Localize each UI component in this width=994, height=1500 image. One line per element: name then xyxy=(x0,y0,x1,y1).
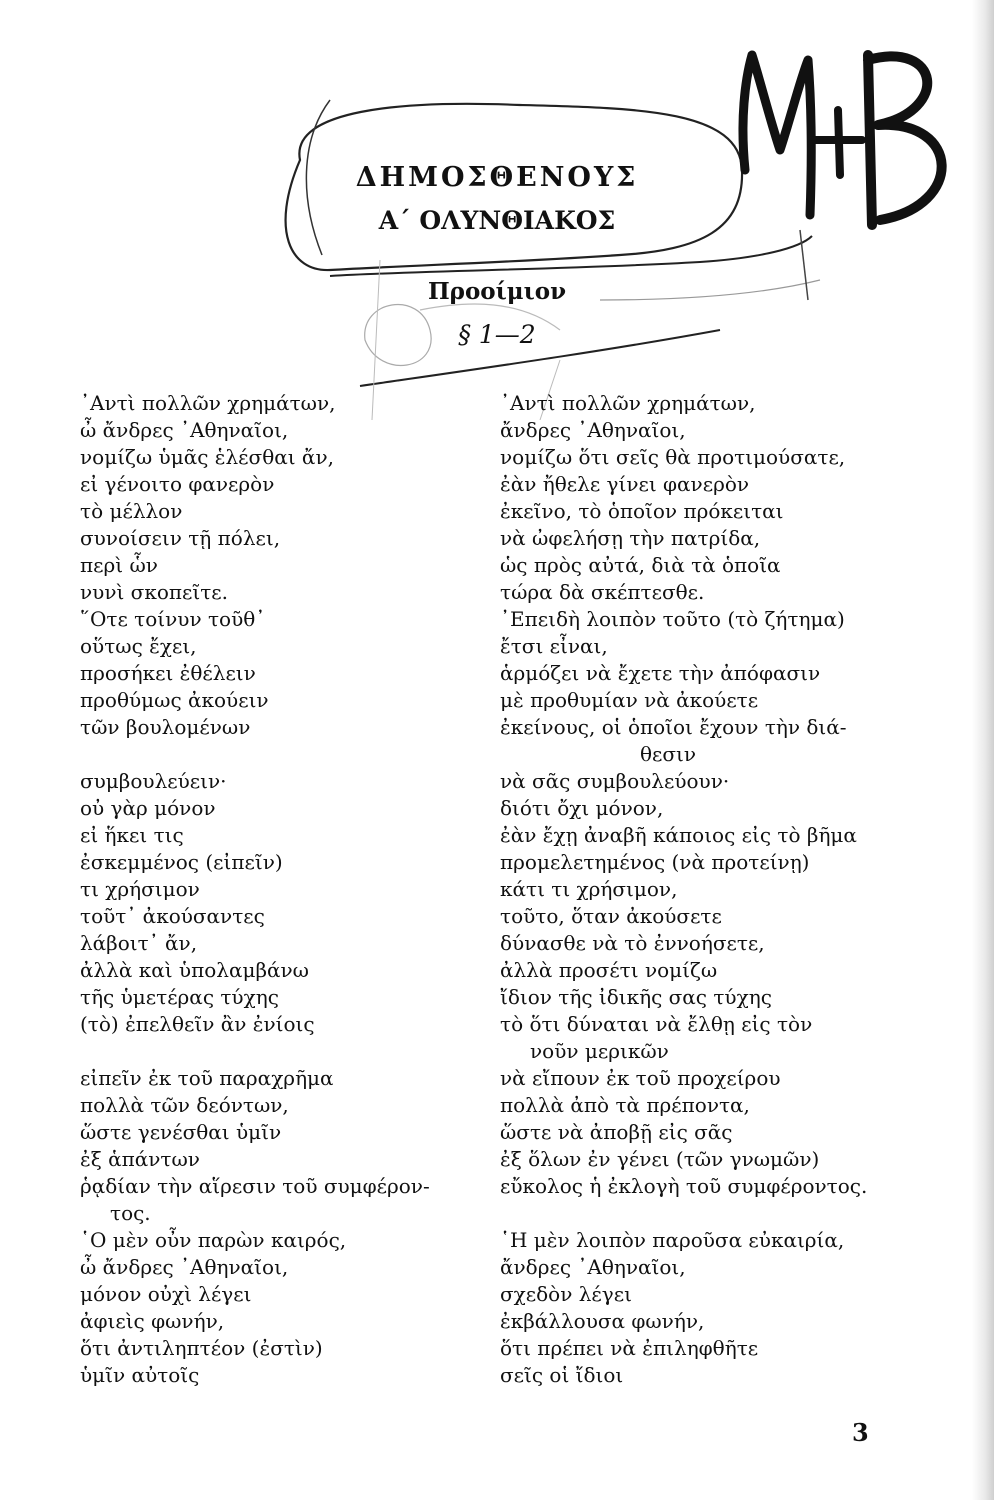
text-line: ἴδιον τῆς ἰδικῆς σας τύχης xyxy=(500,985,772,1009)
text-line: ἄνδρες ᾿Αθηναῖοι, xyxy=(500,1255,686,1279)
text-line: μὲ προθυμίαν νὰ ἀκούετε xyxy=(500,688,759,712)
page-number: 3 xyxy=(852,1418,869,1447)
text-line: ὡς πρὸς αὐτά, διὰ τὰ ὁποῖα xyxy=(500,553,781,577)
text-line: νοῦν μερικῶν xyxy=(530,1039,669,1063)
text-line: ἐσκεμμένος (εἰπεῖν) xyxy=(80,850,283,874)
text-line: νὰ σᾶς συμβουλεύουν· xyxy=(500,769,730,793)
text-line: εἰπεῖν ἐκ τοῦ παραχρῆμα xyxy=(80,1066,334,1090)
text-line: ἐξ ὅλων ἐν γένει (τῶν γνωμῶν) xyxy=(500,1147,820,1171)
text-line: τι χρήσιμον xyxy=(80,877,200,901)
text-line: εἰ γένοιτο φανερὸν xyxy=(80,472,275,496)
text-line: προμελετημένος (νὰ προτείνῃ) xyxy=(500,850,810,874)
text-line: ἐξ ἁπάντων xyxy=(80,1147,200,1171)
text-line: ῾Ο μὲν οὖν παρὼν καιρός, xyxy=(80,1228,347,1252)
text-line: προσήκει ἐθέλειν xyxy=(80,661,256,685)
modern-greek-translation-column xyxy=(500,390,920,1389)
text-line: τῆς ὑμετέρας τύχης xyxy=(80,985,279,1009)
text-line: ἁρμόζει νὰ ἔχετε τὴν ἀπόφασιν xyxy=(500,661,821,685)
text-line: τώρα δὰ σκέπτεσθε. xyxy=(500,580,705,604)
text-line: τοῦτ᾿ ἀκούσαντες xyxy=(80,904,265,928)
text-line: μόνον οὐχὶ λέγει xyxy=(80,1282,252,1306)
text-line: ὥστε νὰ ἀποβῇ εἰς σᾶς xyxy=(500,1120,733,1144)
text-line: τῶν βουλομένων xyxy=(80,715,251,739)
text-line: ὥστε γενέσθαι ὑμῖν xyxy=(80,1120,282,1144)
text-line: ἐὰν ἔχῃ ἀναβῆ κάποιος εἰς τὸ βῆμα xyxy=(500,823,857,847)
work-title: Α΄ ΟΛΥΝΘΙΑΚΟΣ xyxy=(378,206,616,235)
text-line: (τὸ) ἐπελθεῖν ἂν ἐνίοις xyxy=(80,1012,315,1036)
text-line: συμβουλεύειν· xyxy=(80,769,227,793)
text-line: ᾿Αντὶ πολλῶν χρημάτων, xyxy=(80,391,336,415)
text-line: ἐκείνους, οἱ ὁποῖοι ἔχουν τὴν διά- xyxy=(500,715,847,739)
text-line: σεῖς οἱ ἴδιοι xyxy=(500,1363,624,1387)
text-line: λάβοιτ᾿ ἄν, xyxy=(80,931,198,955)
text-line: πολλὰ ἀπὸ τὰ πρέποντα, xyxy=(500,1093,750,1117)
text-line: ὅτι ἀντιληπτέον (ἐστὶν) xyxy=(80,1336,323,1360)
blank-line xyxy=(500,1200,920,1227)
ancient-greek-text-column xyxy=(80,390,480,1389)
text-line: τὸ ὅτι δύναται νὰ ἔλθῃ εἰς τὸν xyxy=(500,1012,813,1036)
text-line: σχεδὸν λέγει xyxy=(500,1282,632,1306)
text-line: οὕτως ἔχει, xyxy=(80,634,197,658)
text-line: τος. xyxy=(110,1201,151,1225)
text-line: τοῦτο, ὅταν ἀκούσετε xyxy=(500,904,722,928)
text-line: ἄνδρες ᾿Αθηναῖοι, xyxy=(500,418,686,442)
text-line: ἀλλὰ προσέτι νομίζω xyxy=(500,958,718,982)
text-line: περὶ ὧν xyxy=(80,553,158,577)
text-line: ὦ ἄνδρες ᾿Αθηναῖοι, xyxy=(80,418,289,442)
paragraph-reference: § 1—2 xyxy=(458,320,536,349)
text-line: ἐκβάλλουσα φωνήν, xyxy=(500,1309,705,1333)
text-line: θεσιν xyxy=(640,742,697,766)
blank-line xyxy=(80,1038,480,1065)
text-line: κάτι τι χρήσιμον, xyxy=(500,877,678,901)
text-line: δύνασθε νὰ τὸ ἐννοήσετε, xyxy=(500,931,765,955)
text-line: ὑμῖν αὐτοῖς xyxy=(80,1363,200,1387)
text-line: προθύμως ἀκούειν xyxy=(80,688,269,712)
text-line: ἔτσι εἶναι, xyxy=(500,634,608,658)
text-line: οὐ γὰρ μόνον xyxy=(80,796,216,820)
text-line: πολλὰ τῶν δεόντων, xyxy=(80,1093,289,1117)
text-line: νομίζω ὑμᾶς ἑλέσθαι ἄν, xyxy=(80,445,334,469)
text-line: ὦ ἄνδρες ᾿Αθηναῖοι, xyxy=(80,1255,289,1279)
text-line: συνοίσειν τῇ πόλει, xyxy=(80,526,281,550)
blank-line xyxy=(80,741,480,768)
section-title: Προοίμιον xyxy=(427,278,567,305)
text-line: νὰ εἴπουν ἐκ τοῦ προχείρου xyxy=(500,1066,781,1090)
text-line: ῥᾳδίαν τὴν αἵρεσιν τοῦ συμφέρον- xyxy=(80,1174,430,1198)
text-line: εὔκολος ἡ ἐκλογὴ τοῦ συμφέροντος. xyxy=(500,1174,868,1198)
text-line: ἀφιεὶς φωνήν, xyxy=(80,1309,225,1333)
text-line: ῾Η μὲν λοιπὸν παροῦσα εὐκαιρία, xyxy=(500,1228,845,1252)
text-line: ᾿Αντὶ πολλῶν χρημάτων, xyxy=(500,391,756,415)
text-line: ἐὰν ἤθελε γίνει φανερὸν xyxy=(500,472,750,496)
author-title: ΔΗΜΟΣΘΕΝΟΥΣ xyxy=(355,162,639,193)
text-line: ἀλλὰ καὶ ὑπολαμβάνω xyxy=(80,958,309,982)
text-line: ὅτι πρέπει νὰ ἐπιληφθῆτε xyxy=(500,1336,759,1360)
text-line: εἰ ἥκει τις xyxy=(80,823,184,847)
text-line: ἐκεῖνο, τὸ ὁποῖον πρόκειται xyxy=(500,499,784,523)
text-line: ῞Οτε τοίνυν τοῦθ᾿ xyxy=(80,607,266,631)
text-line: τὸ μέλλον xyxy=(80,499,183,523)
text-line: διότι ὄχι μόνον, xyxy=(500,796,664,820)
text-line: νομίζω ὅτι σεῖς θὰ προτιμούσατε, xyxy=(500,445,846,469)
text-line: ᾿Επειδὴ λοιπὸν τοῦτο (τὸ ζήτημα) xyxy=(500,607,845,631)
text-line: νὰ ὠφελήσῃ τὴν πατρίδα, xyxy=(500,526,761,550)
text-line: νυνὶ σκοπεῖτε. xyxy=(80,580,228,604)
